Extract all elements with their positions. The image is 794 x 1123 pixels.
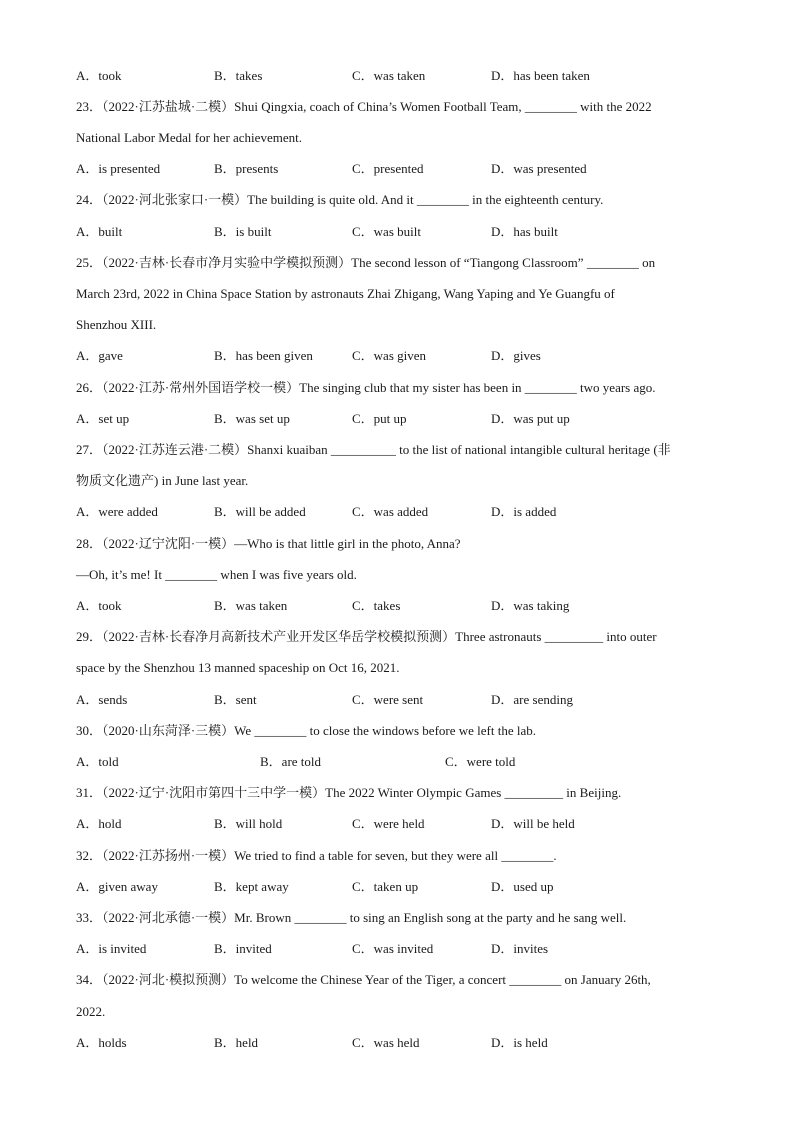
option-b: B．invited (214, 941, 272, 956)
option-c: C．was held (352, 1035, 420, 1050)
question-33-stem: 33．（2022·河北承德·一模）Mr. Brown ________ to sing an English song at the party and he sang well. (76, 910, 627, 925)
option-b: B．is built (214, 224, 272, 239)
question-31-stem: 31．（2022·辽宁·沈阳市第四十三中学一模）The 2022 Winter Olympic Games _________ in Beijing. (76, 785, 622, 800)
question-25-stem: 25．（2022·吉林·长春市净月实验中学模拟预测）The second lesson of “Tiangong Classroom” ________ on (76, 255, 656, 270)
option-c: C．were told (445, 754, 516, 769)
option-c: C．presented (352, 161, 424, 176)
option-b: B．was taken (214, 598, 288, 613)
option-b: B．takes (214, 68, 263, 83)
option-c: C．was taken (352, 68, 426, 83)
option-c: C．were held (352, 816, 425, 831)
question-32-stem: 32．（2022·江苏扬州·一模）We tried to find a table for seven, but they were all ________. (76, 848, 557, 863)
option-b: B．sent (214, 692, 257, 707)
question-26-stem: 26．（2022·江苏·常州外国语学校一模）The singing club that my sister has been in ________ two years ago. (76, 380, 656, 395)
question-27-stem-cont: 物质文化遗产) in June last year. (76, 473, 249, 488)
option-a: A．gave (76, 348, 123, 363)
option-a: A．sends (76, 692, 128, 707)
option-d: D．was put up (491, 411, 570, 426)
option-a: A．hold (76, 816, 122, 831)
option-a: A．is invited (76, 941, 147, 956)
question-30-stem: 30．（2020·山东菏泽·三模）We ________ to close the windows before we left the lab. (76, 723, 537, 738)
option-b: B．held (214, 1035, 259, 1050)
question-29-stem-cont: space by the Shenzhou 13 manned spaceship on Oct 16, 2021. (76, 660, 400, 675)
option-c: C．was invited (352, 941, 434, 956)
option-b: B．was set up (214, 411, 290, 426)
option-c: C．were sent (352, 692, 424, 707)
question-34-stem-cont: 2022. (76, 1004, 106, 1019)
question-24-stem: 24．（2022·河北张家口·一模）The building is quite old. And it ________ in the eighteenth century. (76, 192, 604, 207)
option-a: A．built (76, 224, 123, 239)
option-d: D．are sending (491, 692, 573, 707)
option-d: D．used up (491, 879, 554, 894)
option-a: A．took (76, 598, 122, 613)
option-b: B．presents (214, 161, 279, 176)
option-c: C．was added (352, 504, 429, 519)
question-29-stem: 29．（2022·吉林·长春净月高新技术产业开发区华岳学校模拟预测）Three astronauts _________ into outer (76, 629, 657, 644)
option-c: C．put up (352, 411, 407, 426)
option-d: D．has been taken (491, 68, 590, 83)
option-d: D．gives (491, 348, 541, 363)
option-b: B．are told (260, 754, 322, 769)
option-d: D．has built (491, 224, 558, 239)
question-23-stem: 23．（2022·江苏盐城·二模）Shui Qingxia, coach of China’s Women Football Team, ________ with the 2022 (76, 99, 652, 114)
question-28-stem-cont: —Oh, it’s me! It ________ when I was five years old. (76, 567, 357, 582)
option-b: B．will be added (214, 504, 306, 519)
option-a: A．were added (76, 504, 158, 519)
option-a: A．told (76, 754, 119, 769)
option-b: B．has been given (214, 348, 313, 363)
option-a: A．set up (76, 411, 130, 426)
option-a: A．took (76, 68, 122, 83)
option-d: D．is added (491, 504, 557, 519)
option-a: A．given away (76, 879, 158, 894)
option-a: A．is presented (76, 161, 161, 176)
option-d: D．is held (491, 1035, 548, 1050)
option-d: D．was presented (491, 161, 587, 176)
option-c: C．was given (352, 348, 427, 363)
question-23-stem-cont: National Labor Medal for her achievement. (76, 130, 302, 145)
question-27-stem: 27．（2022·江苏连云港·二模）Shanxi kuaiban __________ to the list of national intangible cultural heritage (非 (76, 442, 671, 457)
option-c: C．takes (352, 598, 401, 613)
question-34-stem: 34．（2022·河北·模拟预测）To welcome the Chinese Year of the Tiger, a concert ________ on January 26th, (76, 972, 651, 987)
option-a: A．holds (76, 1035, 127, 1050)
option-b: B．kept away (214, 879, 289, 894)
option-b: B．will hold (214, 816, 283, 831)
option-d: D．will be held (491, 816, 575, 831)
option-d: D．invites (491, 941, 549, 956)
option-c: C．was built (352, 224, 421, 239)
option-c: C．taken up (352, 879, 419, 894)
question-28-stem: 28．（2022·辽宁沈阳·一模）—Who is that little girl in the photo, Anna? (76, 536, 461, 551)
question-25-stem-cont: Shenzhou XIII. (76, 317, 157, 332)
option-d: D．was taking (491, 598, 570, 613)
question-25-stem-cont: March 23rd, 2022 in China Space Station by astronauts Zhai Zhigang, Wang Yaping and Ye Guangfu of (76, 286, 615, 301)
